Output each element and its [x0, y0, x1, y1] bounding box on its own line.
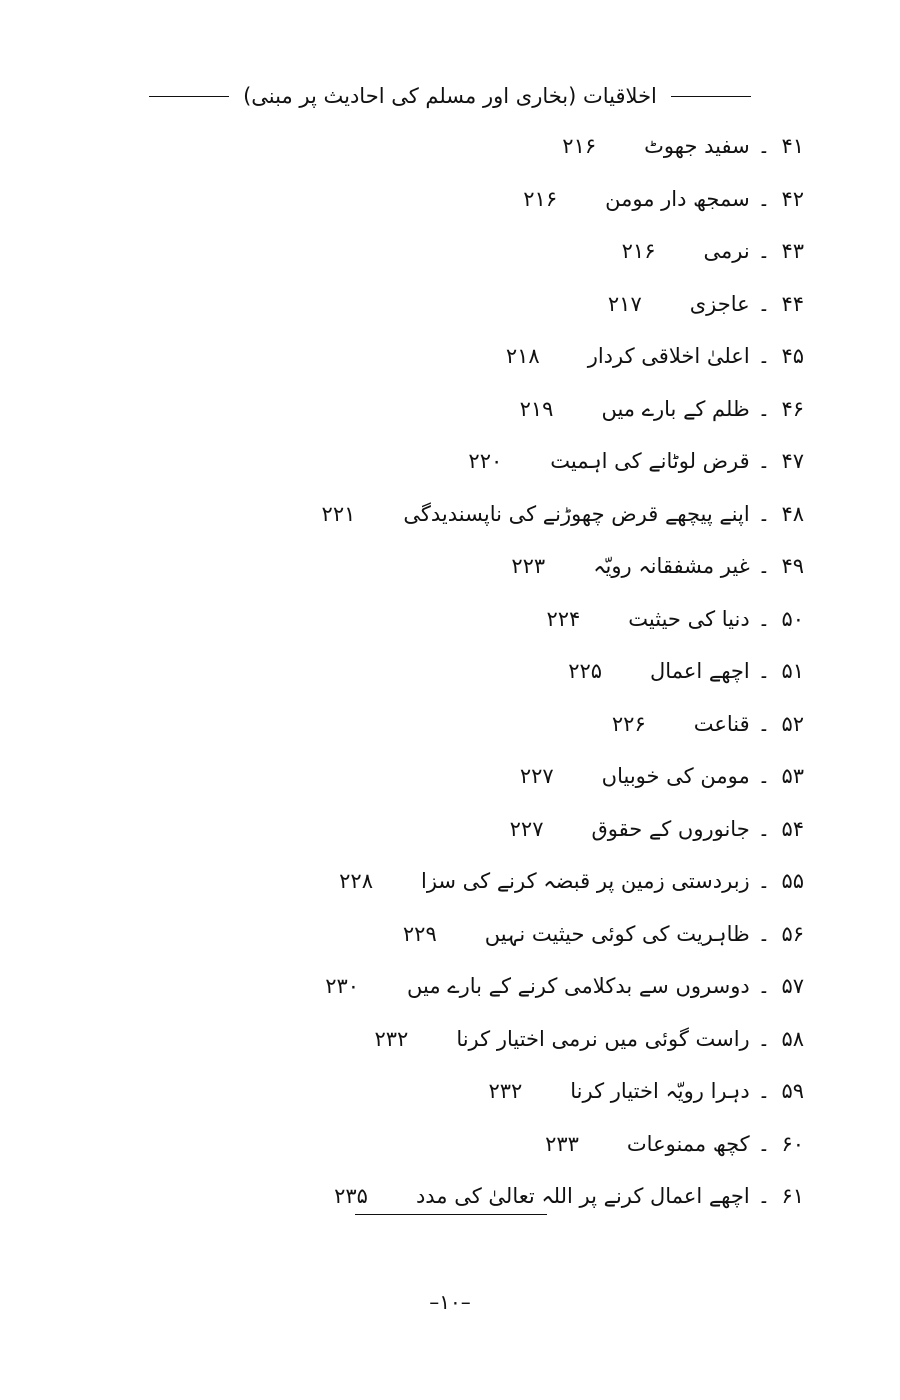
- toc-entry-title: دہرا رویّہ اختیار کرنا: [570, 1079, 750, 1104]
- toc-entry-title: زبردستی زمین پر قبضہ کرنے کی سزا: [420, 869, 750, 894]
- toc-entry-number: ۶۱: [781, 1184, 804, 1209]
- toc-entry: [244, 698, 804, 751]
- toc-entry-title: عاجزی: [689, 291, 750, 316]
- toc-entry: [244, 908, 804, 961]
- toc-entry-title: اعلیٰ اخلاقی کردار: [587, 344, 750, 369]
- toc-entry-number: ۶۰: [781, 1131, 804, 1156]
- toc-entry-separator: ۔: [757, 974, 770, 999]
- toc-entry-number: ۴۱: [781, 134, 804, 159]
- toc-entry: [244, 960, 804, 1013]
- toc-entry-page: ۲۲۶: [611, 711, 646, 736]
- toc-entry: [244, 488, 804, 541]
- toc-entry: [244, 435, 804, 488]
- toc-entry-separator: ۔: [757, 449, 770, 474]
- toc-entry-number: ۵۳: [781, 764, 804, 789]
- toc-entry-separator: ۔: [757, 869, 770, 894]
- toc-entry-number: ۴۷: [781, 449, 804, 474]
- toc-entry-separator: ۔: [757, 711, 770, 736]
- toc-entry-page: ۲۱۶: [562, 134, 597, 159]
- footnote-separator: [355, 1214, 547, 1215]
- toc-entry-page: ۲۲۹: [402, 921, 437, 946]
- table-of-contents: [244, 120, 804, 1223]
- toc-entry: [244, 1013, 804, 1066]
- header-rule-right: [671, 96, 751, 97]
- toc-entry-separator: ۔: [757, 606, 770, 631]
- toc-entry-title: غیر مشفقانہ رویّہ: [593, 554, 750, 579]
- toc-entry-separator: ۔: [757, 764, 770, 789]
- toc-entry-number: ۴۵: [781, 344, 804, 369]
- toc-entry-number: ۵۷: [781, 974, 804, 999]
- toc-entry-page: ۲۲۸: [339, 869, 373, 894]
- toc-entry-page: ۲۲۴: [546, 606, 581, 631]
- toc-entry: [244, 278, 804, 331]
- toc-entry-title: سفید جھوٹ: [644, 134, 750, 159]
- toc-entry-separator: ۔: [757, 239, 770, 264]
- toc-entry-title: ظاہریت کی کوئی حیثیت نہیں: [484, 921, 750, 946]
- toc-entry-number: ۴۶: [781, 396, 804, 421]
- toc-entry: [244, 330, 804, 383]
- toc-entry-separator: ۔: [757, 1131, 770, 1156]
- toc-entry-page: ۲۳۲: [374, 1026, 409, 1051]
- toc-entry-title: ظلم کے بارے میں: [601, 396, 750, 421]
- header-rule-left: [149, 96, 229, 97]
- toc-entry-title: نرمی: [703, 239, 750, 264]
- toc-entry-number: ۴۴: [781, 291, 804, 316]
- toc-entry-page: ۲۳۰: [325, 974, 360, 999]
- toc-entry-title: اچھے اعمال: [650, 659, 750, 684]
- toc-entry-separator: ۔: [757, 344, 770, 369]
- toc-entry-number: ۴۳: [781, 239, 804, 264]
- toc-entry-number: ۴۹: [781, 554, 804, 579]
- toc-entry-separator: ۔: [757, 816, 770, 841]
- toc-entry-page: ۲۲۷: [509, 816, 544, 841]
- toc-entry-separator: ۔: [757, 396, 770, 421]
- toc-entry-number: ۵۶: [781, 921, 804, 946]
- toc-entry-page: ۲۲۳: [511, 554, 546, 579]
- toc-entry-title: دنیا کی حیثیت: [628, 606, 750, 631]
- running-header: [190, 76, 710, 116]
- toc-entry-title: جانوروں کے حقوق: [591, 816, 750, 841]
- toc-entry-page: ۲۲۷: [519, 764, 554, 789]
- toc-entry: [244, 803, 804, 856]
- toc-entry-number: ۴۲: [781, 186, 804, 211]
- toc-entry-title: قرض لوٹانے کی اہمیت: [550, 449, 750, 474]
- toc-entry-separator: ۔: [757, 186, 770, 211]
- toc-entry-separator: ۔: [757, 659, 770, 684]
- toc-entry-page: ۲۱۶: [523, 186, 558, 211]
- toc-entry-title: دوسروں سے بدکلامی کرنے کے بارے میں: [407, 974, 750, 999]
- toc-entry: [244, 593, 804, 646]
- toc-entry: [244, 645, 804, 698]
- toc-entry-separator: ۔: [757, 1079, 770, 1104]
- toc-entry-page: ۲۲۰: [468, 449, 503, 474]
- toc-entry: [244, 1118, 804, 1171]
- toc-entry-separator: ۔: [757, 921, 770, 946]
- toc-entry: [244, 1065, 804, 1118]
- running-header-title: اخلاقیات (بخاری اور مسلم کی احادیث پر مبنی): [243, 84, 657, 108]
- toc-entry: [244, 173, 804, 226]
- toc-entry-page: ۲۳۳: [545, 1131, 579, 1156]
- toc-entry-separator: ۔: [757, 554, 770, 579]
- toc-entry-title: مومن کی خوبیاں: [601, 764, 750, 789]
- toc-entry-page: ۲۲۱: [321, 501, 356, 526]
- toc-entry-number: ۵۹: [781, 1079, 804, 1104]
- toc-entry-number: ۵۸: [781, 1026, 804, 1051]
- toc-entry-title: قناعت: [693, 711, 750, 736]
- toc-entry: [244, 540, 804, 593]
- toc-entry-separator: ۔: [757, 291, 770, 316]
- toc-entry-title: کچھ ممنوعات: [626, 1131, 750, 1156]
- toc-entry-page: ۲۲۵: [568, 659, 603, 684]
- toc-entry: [244, 225, 804, 278]
- toc-entry-page: ۲۱۹: [519, 396, 554, 421]
- toc-entry-separator: ۔: [757, 1184, 770, 1209]
- toc-entry-separator: ۔: [757, 501, 770, 526]
- toc-entry-number: ۵۴: [781, 816, 804, 841]
- toc-entry-title: راست گوئی میں نرمی اختیار کرنا: [456, 1026, 750, 1051]
- toc-entry: [244, 855, 804, 908]
- toc-entry-number: ۵۲: [781, 711, 804, 736]
- toc-entry-page: ۲۳۵: [334, 1184, 368, 1209]
- toc-entry-title: اپنے پیچھے قرض چھوڑنے کی ناپسندیدگی: [403, 501, 750, 526]
- toc-entry-number: ۵۱: [781, 659, 804, 684]
- toc-entry-number: ۵۵: [781, 869, 804, 894]
- toc-entry-number: ۵۰: [781, 606, 804, 631]
- toc-entry: [244, 750, 804, 803]
- toc-entry-separator: ۔: [757, 1026, 770, 1051]
- toc-entry-page: ۲۱۸: [505, 344, 540, 369]
- toc-entry-separator: ۔: [757, 134, 770, 159]
- toc-entry-title: سمجھ دار مومن: [605, 186, 750, 211]
- toc-entry-page: ۲۳۲: [488, 1079, 523, 1104]
- toc-entry-number: ۴۸: [781, 501, 804, 526]
- toc-entry: [244, 120, 804, 173]
- toc-entry-title: اچھے اعمال کرنے پر اللہ تعالیٰ کی مدد: [415, 1184, 750, 1209]
- page-number: –۱۰–: [429, 1290, 471, 1314]
- toc-entry-page: ۲۱۶: [621, 239, 656, 264]
- toc-entry: [244, 383, 804, 436]
- toc-entry-page: ۲۱۷: [607, 291, 642, 316]
